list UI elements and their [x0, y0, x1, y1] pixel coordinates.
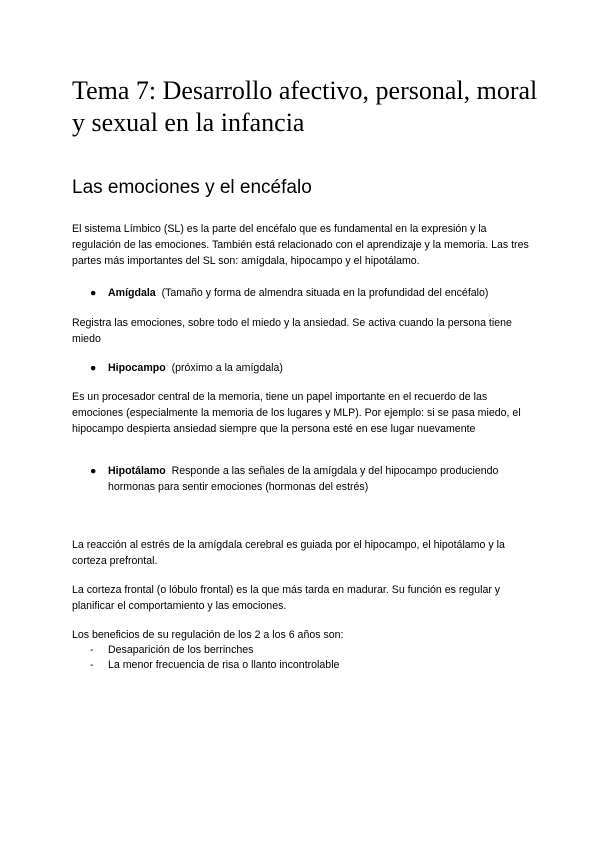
bullet-term: Hipotálamo — [108, 465, 166, 477]
list-item-text: La menor frecuencia de risa o llanto incontrolable — [108, 659, 340, 671]
bullet-icon: ● — [90, 465, 97, 477]
benefits-intro: Los beneficios de su regulación de los 2 a los 6 años son: — [72, 629, 344, 641]
dash-icon: - — [90, 644, 94, 656]
list-item-text: Desaparición de los berrinches — [108, 644, 254, 656]
bullet-term: Hipocampo — [108, 362, 166, 374]
bullet-icon: ● — [90, 287, 97, 299]
bullet-description: Responde a las señales de la amígdala y del hipocampo produciendo hormonas para sentir emociones (hormonas del estrés) — [108, 465, 499, 493]
bullet-description: (Tamaño y forma de almendra situada en la profundidad del encéfalo) — [161, 287, 489, 299]
intro-paragraph: El sistema Límbico (SL) es la parte del encéfalo que es fundamental en la expresión y la regulación de las emociones. También está relacionado con el aprendizaje y la memoria. Las tres partes más importantes del SL son: amígdala, hipocampo y el hipotálamo. — [72, 223, 529, 267]
cortex-paragraph: La corteza frontal (o lóbulo frontal) es la que más tarda en madurar. Su función es regular y planificar el comportamiento y las emociones. — [72, 584, 501, 612]
page-title: Tema 7: Desarrollo afectivo, personal, moral y sexual en la infancia — [72, 76, 538, 137]
dash-icon: - — [90, 659, 94, 671]
stress-paragraph: La reacción al estrés de la amígdala cerebral es guiada por el hipocampo, el hipotálamo y la corteza prefrontal. — [72, 539, 505, 567]
bullet-separator: : — [155, 287, 159, 299]
bullet-icon: ● — [90, 362, 97, 374]
bullet-description: (próximo a la amígdala) — [171, 362, 283, 374]
section-heading: Las emociones y el encéfalo — [72, 177, 312, 198]
bullet-separator: : — [165, 362, 169, 374]
bullet-term: Amígdala — [108, 287, 156, 299]
amygdala-paragraph: Registra las emociones, sobre todo el miedo y la ansiedad. Se activa cuando la persona tiene miedo — [72, 317, 512, 345]
bullet-separator: : — [165, 465, 169, 477]
hippocampus-paragraph: Es un procesador central de la memoria, tiene un papel importante en el recuerdo de las emociones (especialmente la memoria de los lugares y MLP). Por ejemplo: si se pasa miedo, el hipocampo despierta ansiedad siempre que la persona esté en ese lugar nuevamente — [72, 391, 521, 435]
